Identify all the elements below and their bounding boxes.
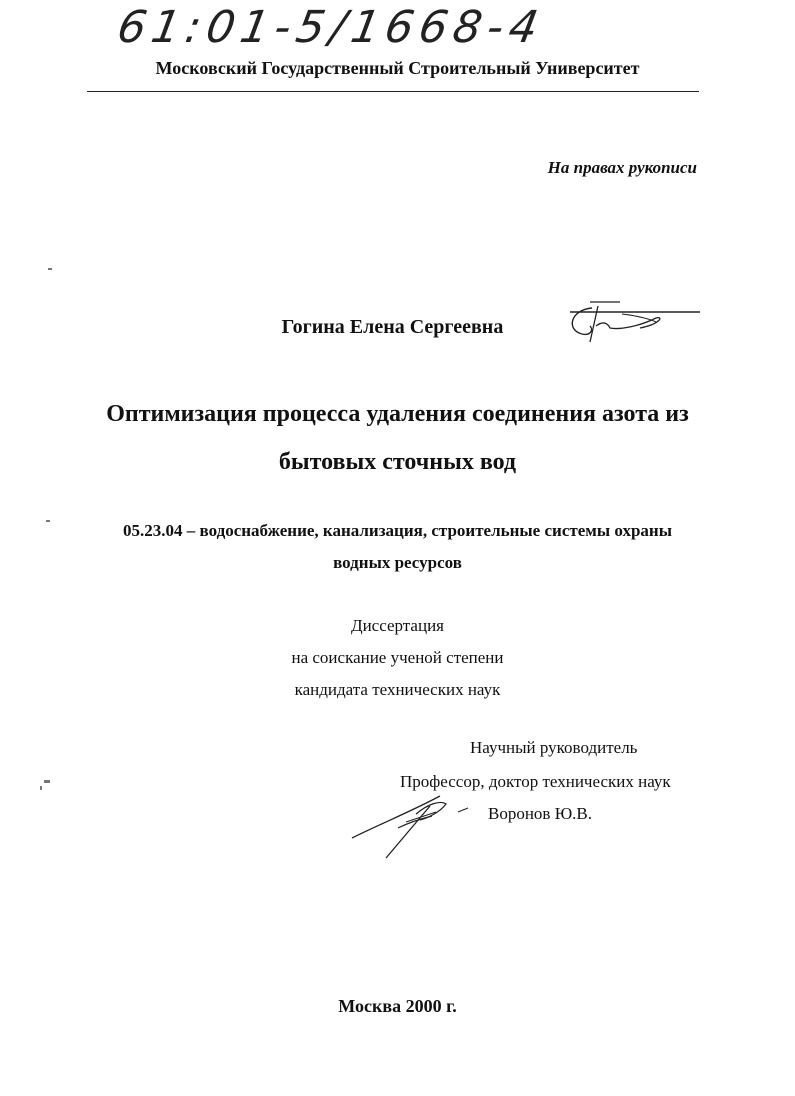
supervisor-title: Профессор, доктор технических наук [400,772,671,791]
title-line: бытовых сточных вод [278,449,517,475]
city-year: Москва 2000 г. [338,996,457,1016]
specialty-line: водных ресурсов [333,553,462,572]
specialty-line: 05.23.04 – водоснабжение, канализация, строительные системы охраны [123,521,672,540]
archive-number: 61:01-5/1668-4 [113,2,548,53]
degree-line: Диссертация [350,616,444,635]
degree-line: на соискание ученой степени [291,648,504,667]
specialty [0,515,795,579]
scan-speck [44,780,50,783]
scan-speck [48,268,52,270]
header-divider [87,91,699,92]
manuscript-note: На правах рукописи [547,158,697,177]
scan-speck [46,520,50,522]
author-signature [560,290,705,350]
supervisor-role: Научный руководитель [470,738,638,757]
degree-block [0,610,795,706]
scan-speck [40,786,42,790]
supervisor-name: Воронов Ю.В. [488,804,593,823]
title-line: Оптимизация процесса удаления соединения азота из [106,401,689,427]
dissertation-title [0,390,795,486]
supervisor-signature [340,782,480,862]
university-name: Московский Государственный Строительный Университет [155,58,640,78]
degree-line: кандидата технических наук [294,680,501,699]
author-name: Гогина Елена Сергеевна [281,316,504,338]
